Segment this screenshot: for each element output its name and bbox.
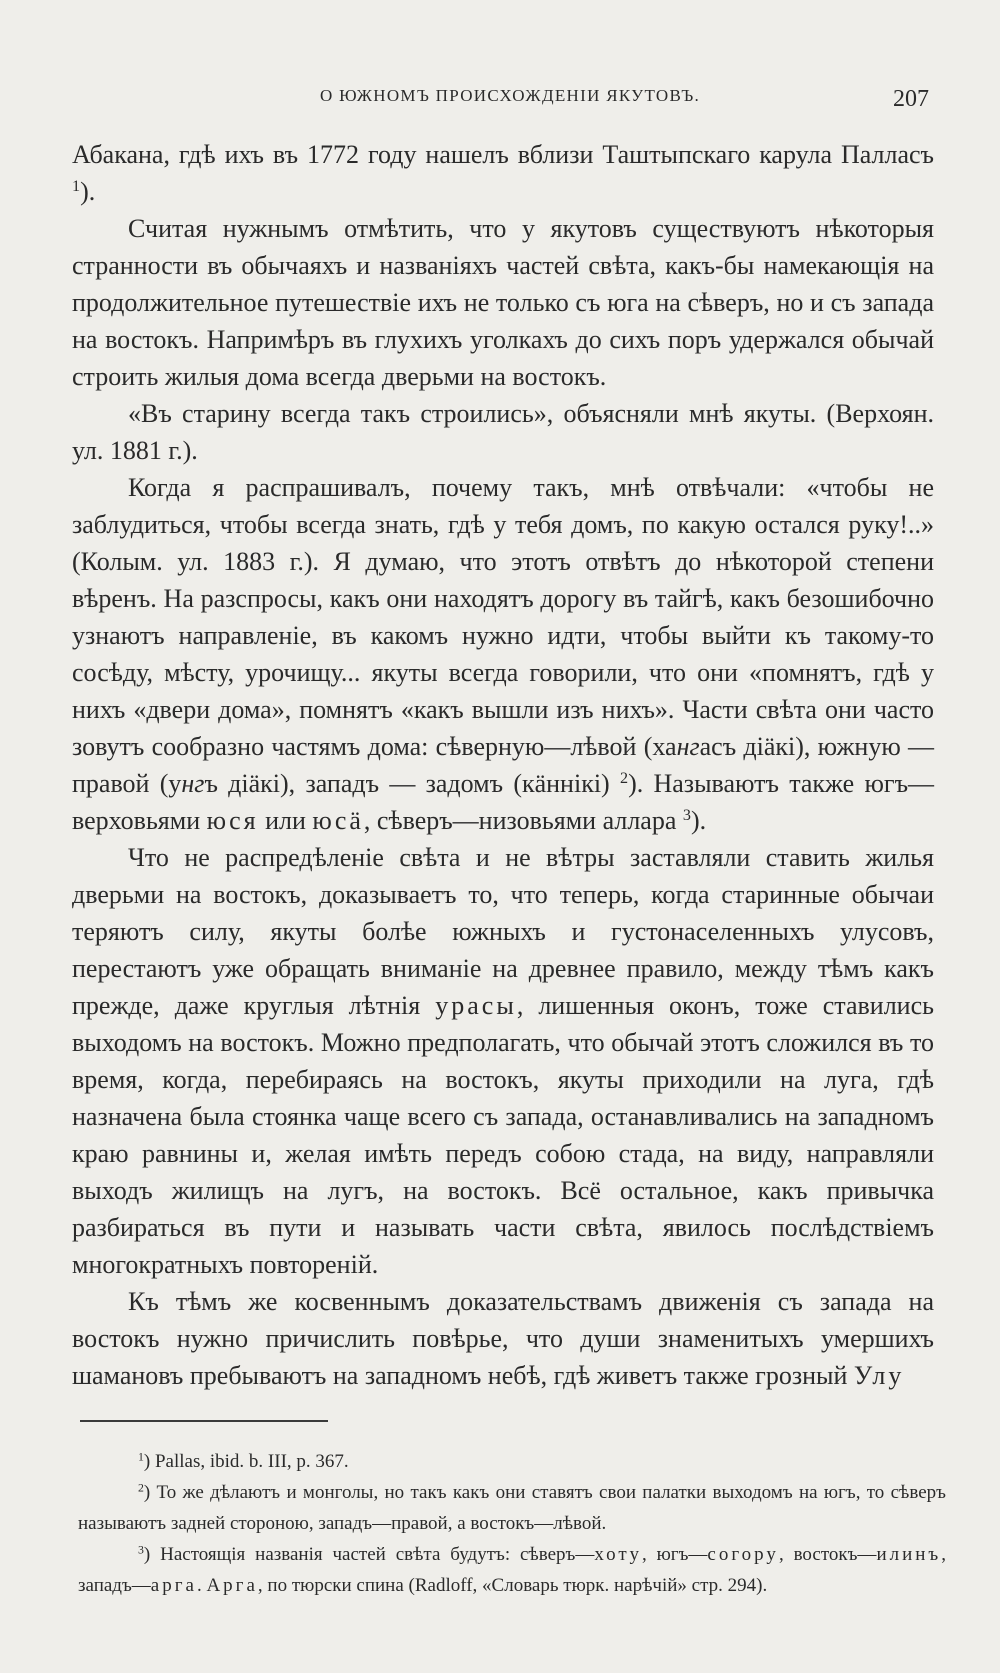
spaced-word-yusya: юся <box>206 806 259 835</box>
footnote-3 <box>78 1539 946 1601</box>
paragraph-4-text-a: Когда я распрашивалъ, почему такъ, мнѣ отвѣчали: «чтобы не заблудиться, чтобы всегда знать, гдѣ у тебя домъ, по какую остался руку!..» (Колым. ул. 1883 г.). Я думаю, что этотъ отвѣтъ до нѣкоторой степени вѣренъ. На разспросы, какъ они находятъ дорогу въ тайгѣ, какъ безошибочно узнаютъ направленіе, въ какомъ нужно идти, чтобы выйти къ такому-то сосѣду, мѣсту, урочищу... якуты всегда говорили, что они «помнятъ, гдѣ у нихъ «двери дома», помнятъ «какъ вышли изъ нихъ». Части свѣта они часто зовутъ сообразно частямъ дома: сѣверную—лѣвой (ха <box>72 473 934 761</box>
paragraph-4-text-b: асъ діäкi), южную — правой (у <box>72 732 935 798</box>
footnote-3-text-a: ) Настоящія названія частей свѣта будутъ: сѣверъ— <box>143 1544 595 1565</box>
footnote-ref-3: 3 <box>682 807 691 825</box>
footnote-3-mark: 3 <box>138 1543 144 1557</box>
paragraph-1 <box>72 136 934 210</box>
footnote-1-text: ) Pallas, ibid. b. III, p. 367. <box>143 1451 349 1472</box>
italic-letters-2: нг <box>181 769 205 798</box>
spaced-word-urasy: урасы <box>435 991 517 1020</box>
paragraph-6-text: Къ тѣмъ же косвеннымъ доказательствамъ движенія съ запада на востокъ нужно причислить повѣрье, что души знаменитыхъ умершихъ шамановъ пребываютъ на западномъ небѣ, гдѣ живетъ также грозный <box>72 1287 934 1390</box>
paragraph-5 <box>72 839 934 1283</box>
paragraph-5-text-b: , лишенныя оконъ, тоже ставились выходомъ на востокъ. Можно предполагать, что обычай этотъ сложился въ то время, когда, перебираясь на востокъ, якуты приходили на луга, гдѣ назначена была стоянка чаще всего съ запада, останавливались на западномъ краю равнины и, желая имѣть передъ собою стада, на виду, направляли выходъ жилищъ на лугъ, на востокъ. Всё остальное, какъ привычка разбираться въ пути и называть части свѣта, явилось послѣдствіемъ многократныхъ повтореній. <box>72 991 934 1279</box>
paragraph-4-text-c: ъ діäкi), западъ — задомъ (кäннiкi) <box>204 769 620 798</box>
footnote-3-text-e: . <box>196 1575 207 1596</box>
paragraph-1-text: Абакана, гдѣ ихъ въ 1772 году нашелъ вблизи Таштыпскаго карула Палласъ <box>72 140 934 169</box>
spaced-word-sogoru: согору <box>707 1544 779 1565</box>
footnote-1 <box>78 1446 946 1477</box>
running-title: О ЮЖНОМЪ ПРОИСХОЖДЕНІИ ЯКУТОВЪ. <box>320 86 701 105</box>
spaced-word-ilin: илинъ <box>876 1544 942 1565</box>
spaced-word-arga: арга <box>150 1575 197 1596</box>
main-text <box>72 136 934 1394</box>
spaced-word-khotu: хоту <box>594 1544 642 1565</box>
paragraph-1-end: ). <box>80 177 96 206</box>
paragraph-4-text-d: ). Называютъ также югъ—верховьями <box>72 769 935 835</box>
footnote-3-text-d: , западъ— <box>78 1544 946 1596</box>
page-number: 207 <box>893 86 929 112</box>
footnote-separator <box>80 1420 328 1422</box>
paragraph-2: Считая нужнымъ отмѣтить, что у якутовъ существуютъ нѣкоторыя странности въ обычаяхъ и названіяхъ частей свѣта, какъ-бы намекающія на продолжительное путешествіе ихъ не только съ юга на сѣверъ, но и съ запада на востокъ. Напримѣръ въ глухихъ уголкахъ до сихъ поръ удержался обычай строить жилыя дома всегда дверьми на востокъ. <box>72 214 934 391</box>
spaced-word-ulu: Улу <box>853 1361 905 1390</box>
spaced-word-yusa: юсä <box>312 806 364 835</box>
paragraph-4-text-g: ). <box>690 806 707 835</box>
paragraph-4-text-e: или <box>258 806 313 835</box>
footnote-3-text-b: , югъ— <box>641 1544 708 1565</box>
spaced-word-arga-2: Арга <box>206 1575 258 1596</box>
paragraph-6 <box>72 1283 934 1394</box>
footnote-1-mark: 1 <box>138 1450 144 1464</box>
footnote-2 <box>78 1477 946 1539</box>
footnote-ref-1: 1 <box>72 178 81 196</box>
footnote-ref-2: 2 <box>620 770 629 788</box>
footnote-2-mark: 2 <box>138 1481 144 1495</box>
footnote-3-text-c: , востокъ— <box>778 1544 877 1565</box>
paragraph-5-text-a: Что не распредѣленіе свѣта и не вѣтры заставляли ставить жилья дверьми на востокъ, доказываетъ то, что теперь, когда старинные обычаи теряютъ силу, якуты болѣе южныхъ и густонаселенныхъ улусовъ, перестаютъ уже обращать вниманіе на древнее правило, между тѣмъ какъ прежде, даже круглыя лѣтнія <box>72 843 934 1020</box>
footnotes <box>78 1446 946 1601</box>
paragraph-3: «Въ старину всегда такъ строились», объясняли мнѣ якуты. (Верхоян. ул. 1881 г.). <box>72 399 934 465</box>
footnote-2-text: ) То же дѣлаютъ и монголы, но такъ какъ они ставятъ свои палатки выходомъ на югъ, то сѣверъ называютъ задней стороною, западъ—правой, а востокъ—лѣвой. <box>78 1482 946 1534</box>
paragraph-4-text-f: , сѣверъ—низовьями аллара <box>363 806 683 835</box>
footnote-3-text-f: , по тюрски спина (Radloff, «Словарь тюрк. нарѣчій» стр. 294). <box>257 1575 768 1596</box>
italic-letters-1: нг <box>676 732 700 761</box>
paragraph-4 <box>72 469 934 839</box>
